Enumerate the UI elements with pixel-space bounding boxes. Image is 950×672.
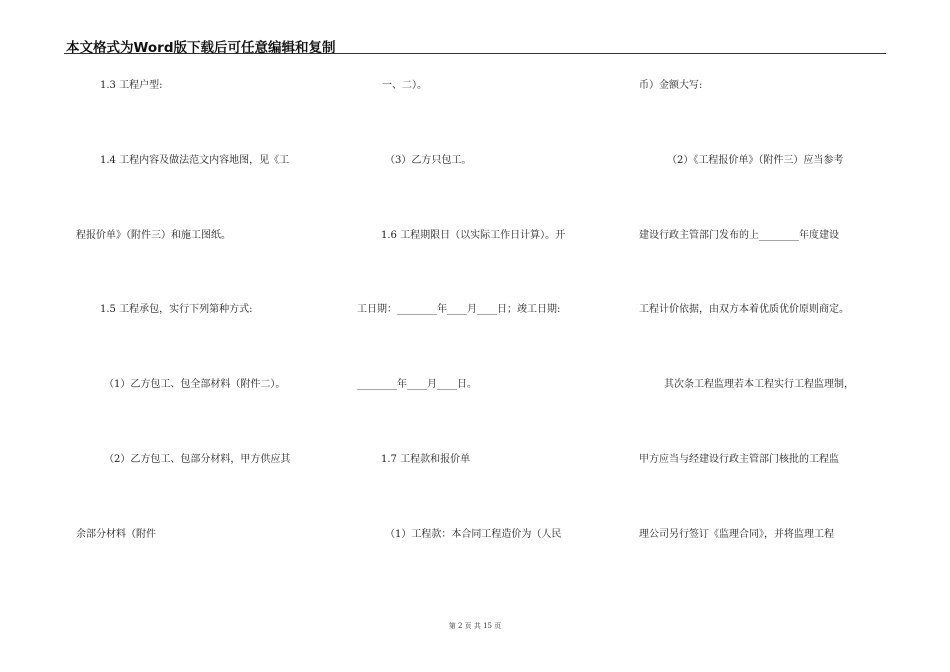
text-line: 一、二）。 bbox=[382, 80, 427, 91]
text-line: 工程计价依据，由双方本着优质优价原则商定。 bbox=[639, 304, 849, 315]
text-column-2 bbox=[357, 0, 609, 672]
text-line: 1.4 工程内容及做法范文内容地图，见《工 bbox=[100, 155, 290, 166]
text-line: 币）金额大写: bbox=[639, 80, 703, 91]
text-line: 工日期：________年____月____日；竣工日期: bbox=[357, 304, 561, 315]
text-column-3 bbox=[639, 0, 891, 672]
text-line: 余部分材料（附件 bbox=[76, 529, 156, 540]
text-line: 理公司另行签订《监理合同》，并将监理工程 bbox=[639, 529, 834, 540]
text-column-1 bbox=[76, 0, 326, 672]
text-line: 1.6 工程期限日（以实际工作日计算）。开 bbox=[381, 230, 566, 241]
text-line: ________年____月____日。 bbox=[357, 379, 477, 390]
text-line: 其次条工程监理若本工程实行工程监理制， bbox=[664, 379, 854, 390]
text-line: 建设行政主管部门发布的上________年度建设 bbox=[639, 230, 839, 241]
text-line: 1.7 工程款和报价单 bbox=[381, 454, 471, 465]
text-line: （3）乙方只包工。 bbox=[385, 155, 472, 166]
text-line: （1）工程款：本合同工程造价为（人民 bbox=[385, 529, 562, 540]
text-line: 程报价单》（附件三）和施工图纸。 bbox=[76, 230, 231, 241]
text-line: 甲方应当与经建设行政主管部门核批的工程监 bbox=[639, 454, 839, 465]
page-number: 第 2 页 共 15 页 bbox=[448, 622, 502, 630]
text-line: （2）《工程报价单》（附件三）应当参考 bbox=[667, 155, 844, 166]
text-line: 1.5 工程承包，实行下列第种方式: bbox=[100, 304, 253, 315]
text-line: （1）乙方包工、包全部材料（附件二）。 bbox=[104, 379, 286, 390]
document-header-title: 本文格式为Word版下载后可任意编辑和复制 bbox=[66, 40, 336, 56]
text-line: 1.3 工程户型: bbox=[100, 80, 163, 91]
text-line: （2）乙方包工、包部分材料，甲方供应其 bbox=[104, 454, 291, 465]
